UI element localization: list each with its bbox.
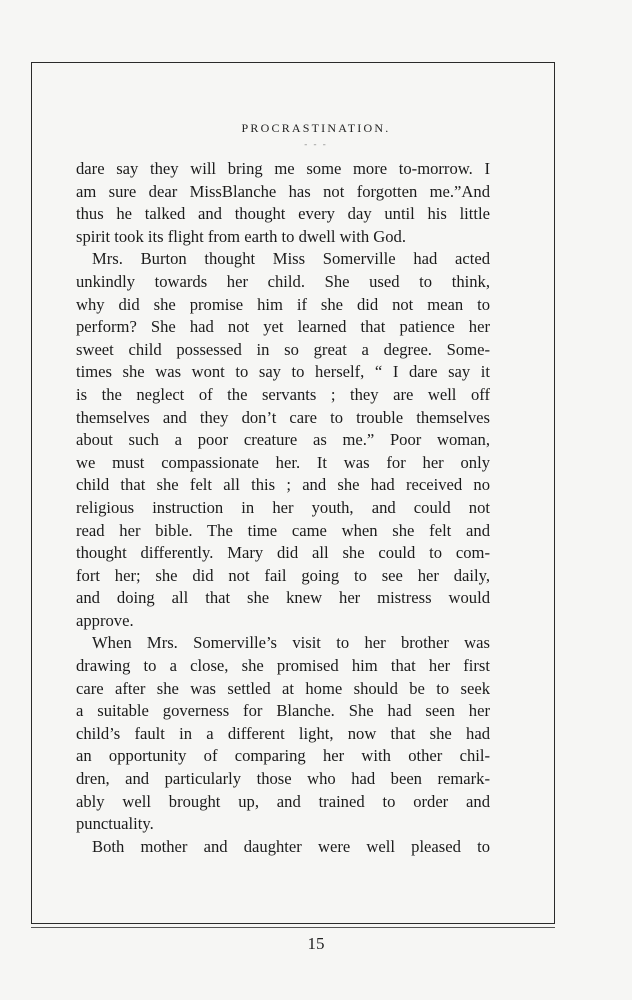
text-line: child’s fault in a different light, now that she had [76, 723, 490, 743]
head-ornament: - - - [304, 139, 328, 149]
text-line: sweet child possessed in so great a degree. Some- [76, 339, 490, 359]
text-line: times she was wont to say to herself, “ I dare say it [76, 362, 490, 382]
text-line: thus he talked and thought every day until his little [76, 204, 490, 224]
text-line: an opportunity of comparing her with other chil- [76, 746, 490, 766]
text-line: themselves and they don’t care to trouble themselves [76, 407, 490, 427]
text-line: fort her; she did not fail going to see her daily, [76, 565, 490, 585]
running-head: PROCRASTINATION. [241, 121, 391, 135]
text-line: thought differently. Mary did all she could to com- [76, 543, 490, 563]
text-line: spirit took its flight from earth to dwell with God. [76, 226, 406, 246]
text-line: why did she promise him if she did not mean to [76, 294, 490, 314]
body-text [76, 158, 490, 858]
page-number: 15 [307, 934, 325, 953]
text-line: child that she felt all this ; and she had received no [76, 475, 490, 495]
text-line: Mrs. Burton thought Miss Somerville had acted [92, 249, 490, 269]
text-line: punctuality. [76, 814, 154, 834]
text-line: drawing to a close, she promised him that her first [76, 656, 490, 676]
text-line: dare say they will bring me some more to-morrow. I [76, 159, 490, 178]
text-line: ably well brought up, and trained to order and [76, 791, 490, 811]
bottom-rule [31, 927, 555, 928]
text-line: When Mrs. Somerville’s visit to her brother was [92, 633, 490, 653]
text-line: and doing all that she knew her mistress would [76, 588, 490, 608]
text-line: care after she was settled at home should be to seek [76, 678, 490, 698]
text-line: we must compassionate her. It was for her only [76, 452, 490, 472]
text-line: a suitable governess for Blanche. She had seen her [76, 701, 490, 721]
text-line: is the neglect of the servants ; they are well off [76, 384, 490, 404]
text-line: perform? She had not yet learned that patience her [76, 317, 490, 337]
text-line: unkindly towards her child. She used to think, [76, 271, 490, 291]
text-line: about such a poor creature as me.” Poor woman, [76, 430, 490, 450]
text-line: read her bible. The time came when she felt and [76, 520, 490, 540]
text-line: dren, and particularly those who had been remark- [76, 769, 490, 789]
text-line: am sure dear MissBlanche has not forgotten me.”And [76, 181, 490, 201]
text-line: Both mother and daughter were well pleased to [92, 836, 490, 856]
text-line: religious instruction in her youth, and could not [76, 497, 490, 517]
text-line: approve. [76, 610, 134, 630]
